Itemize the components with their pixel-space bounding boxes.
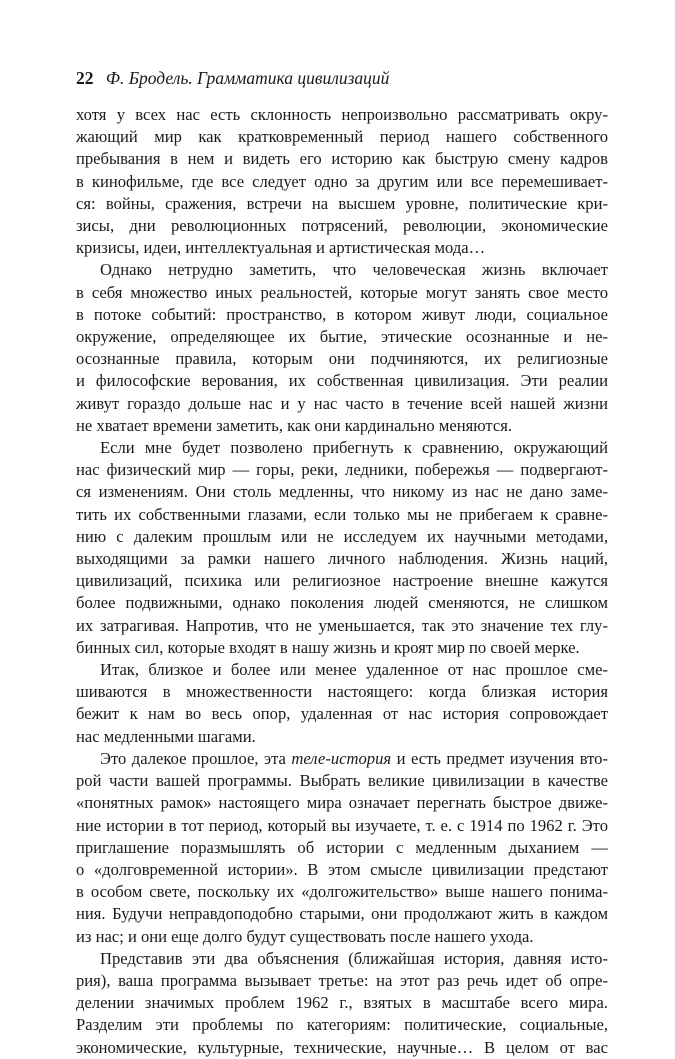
text-line: нас медленными шагами. [76, 726, 256, 746]
text-line: в кинофильме, где все следует одно за другим или все перемешивает- [76, 171, 608, 191]
body-text [76, 104, 608, 1059]
text-line: Однако нетрудно заметить, что человеческая жизнь включает [100, 260, 608, 280]
text-run: и есть предмет изучения вто- [391, 748, 608, 768]
text-line: о «долговременной истории». В этом смысле цивилизации предстают [76, 859, 608, 879]
text-line: выходящими за рамки нашего личного наблюдения. Жизнь наций, [76, 549, 608, 569]
italic-term: теле-история [291, 748, 392, 768]
text-line: жающий мир как кратковременный период нашего собственного [76, 127, 608, 147]
text-line: хотя у всех нас есть склонность непроизвольно рассматривать окру- [76, 105, 608, 124]
text-line: «понятных рамок» настоящего мира означает перегнать быстрое движе- [76, 793, 608, 813]
text-line: тить их собственными глазами, если только мы не прибегаем к сравне- [76, 504, 608, 524]
text-line: в особом свете, поскольку их «долгожительство» выше нашего понима- [76, 882, 608, 902]
text-line: шиваются в множественности настоящего: когда близкая история [76, 682, 608, 702]
text-line: Разделим эти проблемы по категориям: политические, социальные, [76, 1015, 608, 1035]
paragraph-3 [76, 437, 608, 659]
text-line: пребывания в нем и видеть его историю как быструю смену кадров [76, 149, 608, 169]
text-line: в потоке событий: пространство, в котором живут люди, социальное [76, 304, 608, 324]
text-line: бежит к нам во весь опор, удаленная от нас история сопровождает [76, 704, 608, 724]
text-line: рой части вашей программы. Выбрать великие цивилизации в качестве [76, 771, 608, 791]
text-line: их затрагивая. Напротив, что не уменьшается, так это значение тех глу- [76, 615, 608, 635]
text-line: приглашение поразмышлять об истории с медленным дыханием — [76, 837, 608, 857]
text-line: экономические, культурные, технические, научные… В целом от вас [76, 1037, 608, 1057]
paragraph-5 [76, 748, 608, 948]
paragraph-4 [76, 659, 608, 748]
text-line: нас физический мир — горы, реки, ледники, побережья — подвергают- [76, 460, 608, 480]
text-line: Итак, близкое и более или менее удаленное от нас прошлое сме- [100, 660, 608, 680]
paragraph-1 [76, 104, 608, 259]
text-run: Это далекое прошлое, эта [100, 748, 292, 768]
text-line: живут гораздо дольше нас и у нас часто в течение всей нашей жизни [76, 393, 608, 413]
text-line: осознанные правила, которым они подчиняются, их религиозные [76, 349, 608, 369]
paragraph-6 [76, 948, 608, 1059]
text-line: нию с далеким прошлым или не исследуем их научными методами, [76, 526, 608, 546]
running-header [76, 66, 608, 90]
text-line: ся изменениям. Они столь медленны, что никому из нас не дано заме- [76, 482, 608, 502]
text-line: кризисы, идеи, интеллектуальная и артистическая мода… [76, 238, 486, 258]
text-line: в себя множество иных реальностей, которые могут занять свое место [76, 282, 608, 302]
text-line: делении значимых проблем 1962 г., взятых в масштабе всего мира. [76, 993, 608, 1013]
text-line: рия), ваша программа вызывает третье: на этот раз речь идет об опре- [76, 970, 608, 990]
text-line: и философские верования, их собственная цивилизация. Эти реалии [76, 371, 608, 391]
book-page [76, 66, 608, 1059]
text-line: цивилизаций, психика или религиозное настроение внешне кажутся [76, 571, 608, 591]
text-line: Если мне будет позволено прибегнуть к сравнению, окружающий [100, 438, 608, 458]
text-line: бинных сил, которые входят в нашу жизнь и кроят мир по своей мерке. [76, 637, 580, 657]
page-number: 22 [76, 68, 94, 88]
text-line: ние истории в тот период, который вы изучаете, т. е. с 1914 по 1962 г. Это [76, 815, 608, 835]
text-line: не хватает времени заметить, как они кардинально меняются. [76, 415, 513, 435]
text-line: более подвижными, однако поколения людей сменяются, не слишком [76, 593, 608, 613]
text-line: ния. Будучи неправдоподобно старыми, они продолжают жить в каждом [76, 904, 608, 924]
text-line: зисы, дни революционных потрясений, революции, экономические [76, 216, 608, 236]
book-title: Ф. Бродель. Грамматика цивилизаций [105, 68, 390, 88]
text-line [76, 748, 608, 770]
text-line: Представив эти два объяснения (ближайшая история, давняя исто- [100, 948, 608, 968]
paragraph-2 [76, 259, 608, 437]
text-line: из нас; и они еще долго будут существовать после нашего ухода. [76, 926, 534, 946]
text-line: окружение, определяющее их бытие, этические осознанные и не- [76, 327, 608, 347]
text-line: ся: войны, сражения, встречи на высшем уровне, политические кри- [76, 193, 608, 213]
